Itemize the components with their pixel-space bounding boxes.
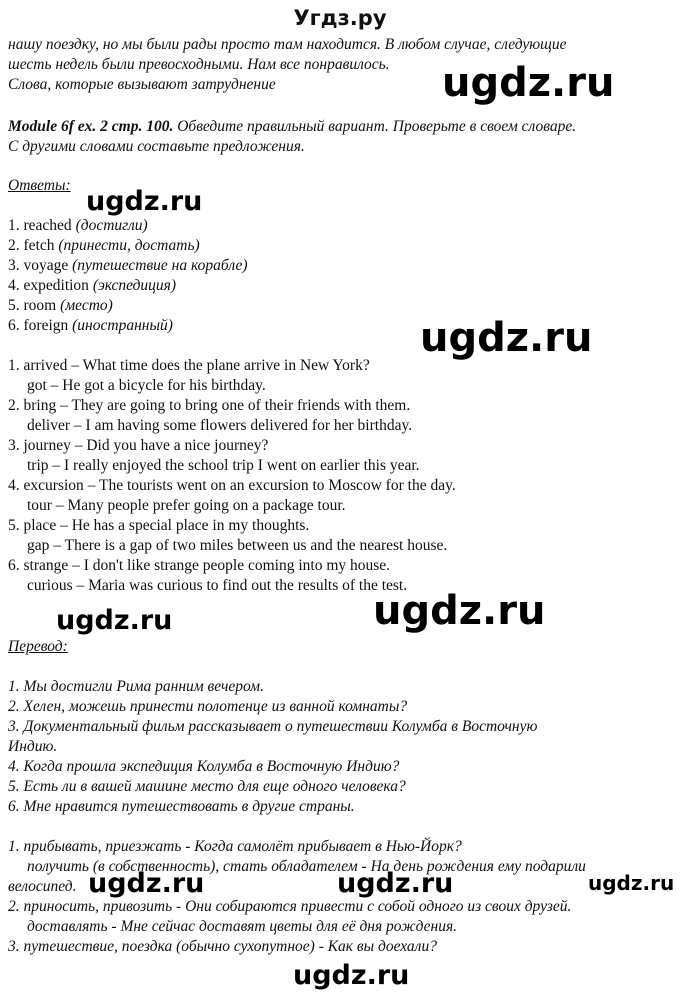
translation-line: 4. Когда прошла экспедиция Колумба в Восточную Индию? [8,758,400,775]
answer-item: 3. voyage (путешествие на корабле) [8,257,248,274]
sentence-line: 5. place – He has a special place in my thoughts. [8,517,310,534]
sentence-line: tour – Many people prefer going on a package tour. [27,497,346,514]
sentence-line: 6. strange – I don't like strange people coming into my house. [8,557,391,574]
watermark: ugdz.ru [293,960,410,991]
watermark: ugdz.ru [442,60,615,106]
intro-line: нашу поездку, но мы были рады просто там находится. В любом случае, следующие [8,36,567,53]
word-translation-line: 2. приносить, привозить - Они собираются привести с собой одного из своих друзей. [8,898,572,915]
watermark: ugdz.ru [337,868,454,899]
task-ref: Module 6f ex. 2 стр. 100. [8,118,174,135]
task-line: С другими словами составьте предложения. [8,138,305,155]
word-translation-line: получить (в собственность), стать обладателем - На день рождения ему подарили [27,858,586,875]
translation-line: 5. Есть ли в вашей машине место для еще одного человека? [8,778,406,795]
translation-line: 1. Мы достигли Рима ранним вечером. [8,678,264,695]
word-translation-line: велосипед. [8,878,77,895]
sentence-line: 2. bring – They are going to bring one of their friends with them. [8,397,411,414]
answer-item: 6. foreign (иностранный) [8,317,173,334]
sentence-line: gap – There is a gap of two miles between us and the nearest house. [27,537,448,554]
translation-line: 6. Мне нравится путешествовать в другие страны. [8,798,355,815]
watermark: ugdz.ru [420,315,593,361]
answer-item: 2. fetch (принести, достать) [8,237,200,254]
watermark: ugdz.ru [373,588,546,634]
word-translation-line: доставлять - Мне сейчас доставят цветы для её дня рождения. [27,918,458,935]
watermark: ugdz.ru [56,605,173,636]
watermark: ugdz.ru [588,871,675,895]
sentence-line: 1. arrived – What time does the plane arrive in New York? [8,357,370,374]
answer-item: 4. expedition (экспедиция) [8,277,177,294]
sentence-line: trip – I really enjoyed the school trip I went on earlier this year. [27,457,420,474]
sentence-line: got – He got a bicycle for his birthday. [27,377,266,394]
word-translation-line: 3. путешествие, поездка (обычно сухопутное) - Как вы доехали? [8,938,437,955]
sentence-line: 4. excursion – The tourists went on an excursion to Moscow for the day. [8,477,456,494]
answer-item: 1. reached (достигли) [8,217,148,234]
translation-line: Индию. [8,738,58,755]
task-line [8,117,576,137]
translation-heading: Перевод: [8,638,68,655]
site-title: Угдз.ру [293,6,387,30]
answer-item: 5. room (место) [8,297,113,314]
watermark: ugdz.ru [88,868,205,899]
word-translation-line: 1. прибывать, приезжать - Когда самолёт прибывает в Нью-Йорк? [8,838,462,855]
task-text: Обведите правильный вариант. Проверьте в своем словаре. [173,118,577,135]
intro-line: шесть недель были превосходными. Нам все понравилось. [8,56,390,73]
translation-line: 3. Документальный фильм рассказывает о путешествии Колумба в Восточную [8,718,538,735]
sentence-line: curious – Maria was curious to find out the results of the test. [27,577,408,594]
answers-heading: Ответы: [8,177,71,194]
sentence-line: deliver – I am having some flowers delivered for her birthday. [27,417,413,434]
translation-line: 2. Хелен, можешь принести полотенце из ванной комнаты? [8,698,408,715]
sentence-line: 3. journey – Did you have a nice journey? [8,437,269,454]
watermark: ugdz.ru [86,186,203,217]
intro-line: Слова, которые вызывают затруднение [8,76,276,93]
